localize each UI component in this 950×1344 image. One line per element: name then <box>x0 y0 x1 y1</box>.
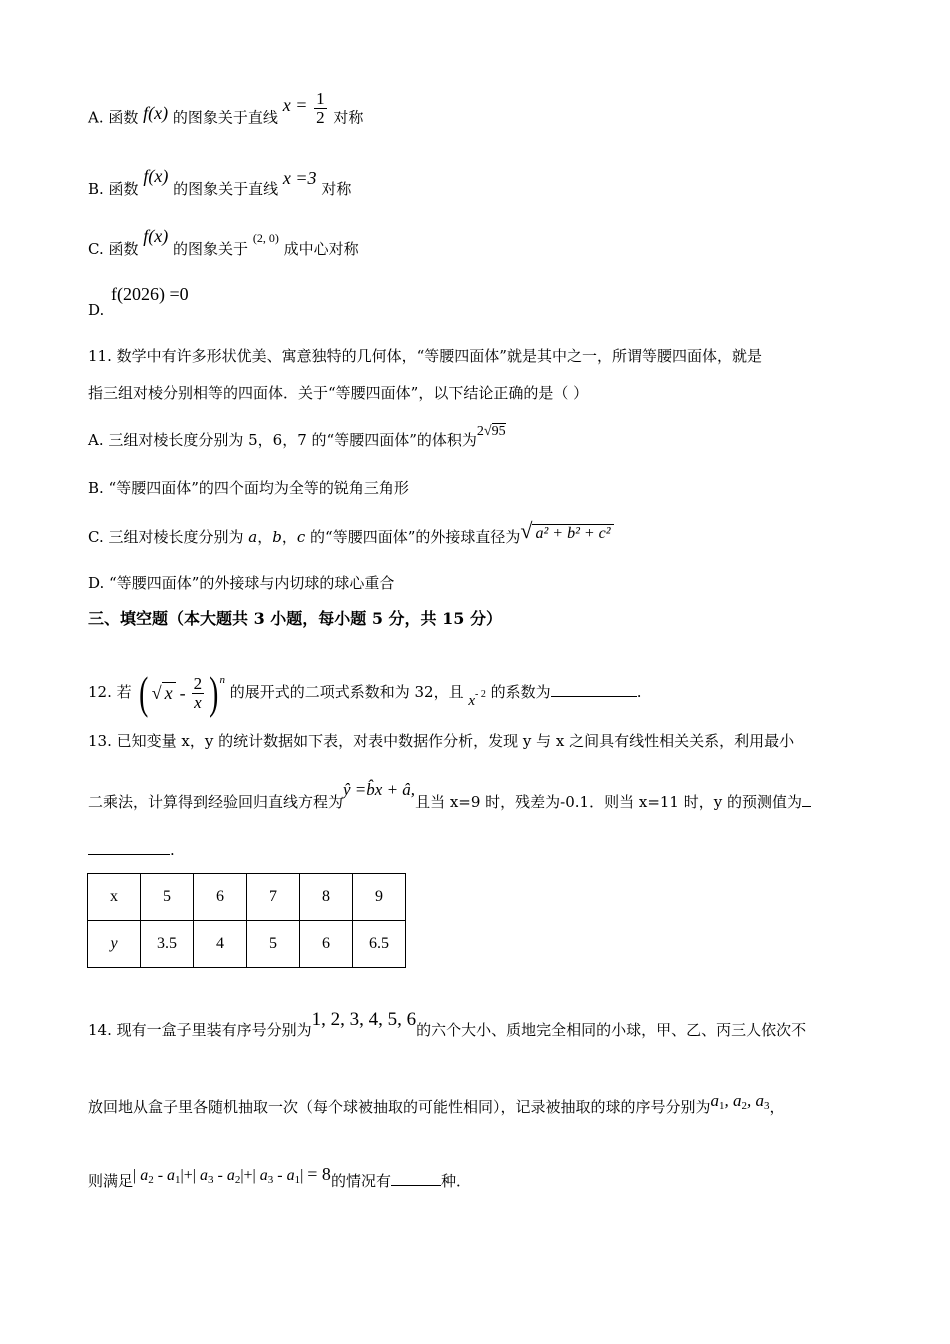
volume-expr <box>477 424 506 439</box>
q11-option-b: B. “等腰四面体”的四个面均为全等的锐角三角形 <box>88 479 409 497</box>
option-a-prefix: A. 函数 <box>88 108 139 127</box>
table-row-y <box>88 921 406 968</box>
fx-expr: f(x) <box>143 226 169 246</box>
term-base: x <box>468 693 476 709</box>
radicand: 95 <box>491 424 506 439</box>
fraction-denominator: x <box>194 692 202 712</box>
statistics-table <box>87 873 406 968</box>
option-c-post: 的“等腰四面体”的外接球直径为 <box>310 528 521 546</box>
q14-line2 <box>88 1091 785 1122</box>
table-cell: 6.5 <box>353 921 406 968</box>
fx-expr: f(x) <box>143 166 169 186</box>
var-b: b <box>272 528 282 546</box>
regression-equation: ŷ =b̂x + â, <box>343 780 416 799</box>
binomial-expr <box>136 667 225 718</box>
exponent-n: n <box>219 674 225 686</box>
q14-line3 <box>88 1164 471 1196</box>
section-3-heading: 三、填空题（本大题共 3 小题，每小题 5 分，共 15 分） <box>88 609 502 628</box>
q14-line2-pre: 放回地从盒子里各随机抽取一次（每个球被抽取的可能性相同），记录被抽取的球的序号分别为 <box>88 1098 711 1116</box>
q11-option-d: D. “等腰四面体”的外接球与内切球的球心重合 <box>88 574 395 592</box>
fraction-numerator: 1 <box>316 89 325 108</box>
answer-blank-start[interactable] <box>802 806 811 807</box>
option-a-text: A. 三组对棱长度分别为 5，6，7 的“等腰四面体”的体积为 <box>88 431 477 449</box>
option-a-mid: 的图象关于直线 <box>172 108 278 127</box>
q14-line2-post: ， <box>769 1098 785 1116</box>
center-point: (2, 0) <box>252 231 279 245</box>
q11-stem-line1: 11. 数学中有许多形状优美、寓意独特的几何体，“等腰四面体”就是其中之一，所谓等腰四面体，就是 <box>88 347 762 365</box>
q14-line1 <box>88 1009 807 1040</box>
option-d-label: D. <box>88 301 105 319</box>
sqrt-x <box>152 683 176 703</box>
q13-line1: 13. 已知变量 x，y 的统计数据如下表，对表中数据作分析，发现 y 与 x 之间具有线性相关关系，利用最小 <box>88 732 795 750</box>
q12-pre: 12. 若 <box>88 683 132 701</box>
option-b-prefix: B. 函数 <box>88 180 139 198</box>
table-cell: 5 <box>247 921 300 968</box>
table-cell: 8 <box>300 874 353 921</box>
right-paren: ) <box>209 667 219 718</box>
q11-option-a <box>88 424 506 452</box>
var-a: a <box>248 528 258 546</box>
separator: ， <box>281 528 297 546</box>
q14-line3-post: 的情况有 <box>330 1172 391 1190</box>
q14-line3-end: 种． <box>440 1172 471 1190</box>
table-cell: 4 <box>194 921 247 968</box>
table-cell: 3.5 <box>141 921 194 968</box>
q10-option-c <box>88 226 359 260</box>
abs-sum-equation: | $a_2 - a_1|+|$ $a_3 - a_2|+|$ $a_3 - a_1| = 8$ <box>133 1164 331 1186</box>
q10-option-a <box>88 89 364 137</box>
q14-line3-pre: 则满足 <box>88 1172 134 1190</box>
fraction-numerator: 2 <box>193 673 203 693</box>
option-c-suffix: 成中心对称 <box>283 240 359 258</box>
x-equals-three: x =3 <box>282 168 317 188</box>
ball-numbers: 1, 2, 3, 4, 5, 6 <box>311 1009 417 1030</box>
term-exponent: - 2 <box>475 689 486 700</box>
f2026-expr: f(2026) =0 <box>111 284 189 304</box>
sqrt-symbol: √ <box>520 518 533 543</box>
fraction-denominator: 2 <box>316 108 325 127</box>
q13-line2-pre: 二乘法，计算得到经验回归直线方程为 <box>88 793 344 811</box>
table-cell: 7 <box>247 874 300 921</box>
table-cell: 9 <box>353 874 406 921</box>
x-equals: x = <box>282 94 308 115</box>
q11-stem-line2: 指三组对棱分别相等的四面体．关于“等腰四面体”，以下结论正确的是（ ） <box>88 384 589 402</box>
option-c-prefix: C. 函数 <box>88 240 139 258</box>
q10-option-b <box>88 166 352 199</box>
answer-blank[interactable] <box>551 696 637 697</box>
equals-eight: = 8 <box>307 1164 331 1184</box>
q13-line3 <box>88 840 175 860</box>
sequence-a1-a2-a3: $a_1$, $a_2$, $a_3$ <box>710 1091 770 1112</box>
answer-blank[interactable] <box>88 854 170 855</box>
q13-line2-post: 且当 x=9 时，残差为-0.1．则当 x=11 时，y 的预测值为 <box>415 793 802 811</box>
q13-period: . <box>170 841 175 859</box>
sqrt-symbol: √ <box>483 424 492 439</box>
radicand: x <box>162 682 176 703</box>
q14-line1-pre: 14. 现有一盒子里装有序号分别为 <box>88 1021 312 1039</box>
table-cell: 5 <box>141 874 194 921</box>
option-c-mid: 的图象关于 <box>173 240 249 258</box>
diameter-expr <box>520 518 613 544</box>
table-row-x <box>88 874 406 921</box>
q12-post: 的系数为 <box>490 683 551 701</box>
fraction-2-over-x <box>192 675 205 712</box>
var-c: c <box>296 528 306 546</box>
q12-period: . <box>636 683 642 701</box>
q13-line2 <box>88 780 811 812</box>
minus-sign: - <box>179 683 186 703</box>
table-cell: y <box>88 921 141 968</box>
fx-expr: f(x) <box>143 102 169 123</box>
separator: ， <box>257 528 273 546</box>
sqrt-symbol: √ <box>151 683 162 703</box>
left-paren: ( <box>139 667 149 718</box>
table-cell: 6 <box>300 921 353 968</box>
q12-line <box>88 667 642 718</box>
option-b-suffix: 对称 <box>321 180 352 198</box>
term-x-power <box>468 691 486 709</box>
q14-line1-post: 的六个大小、质地完全相同的小球，甲、乙、丙三人依次不 <box>416 1021 807 1039</box>
option-a-suffix: 对称 <box>333 108 364 127</box>
fraction-one-half <box>314 90 327 127</box>
q11-option-c <box>88 518 614 548</box>
coefficient: 2 <box>476 424 484 439</box>
option-b-mid: 的图象关于直线 <box>173 180 279 198</box>
answer-blank[interactable] <box>391 1185 441 1186</box>
table-cell: x <box>88 874 141 921</box>
option-c-pre: C. 三组对棱长度分别为 <box>88 528 244 546</box>
radicand: a² + b² + c² <box>532 524 613 542</box>
table-cell: 6 <box>194 874 247 921</box>
q12-mid: 的展开式的二项式系数和为 32，且 <box>229 683 464 701</box>
